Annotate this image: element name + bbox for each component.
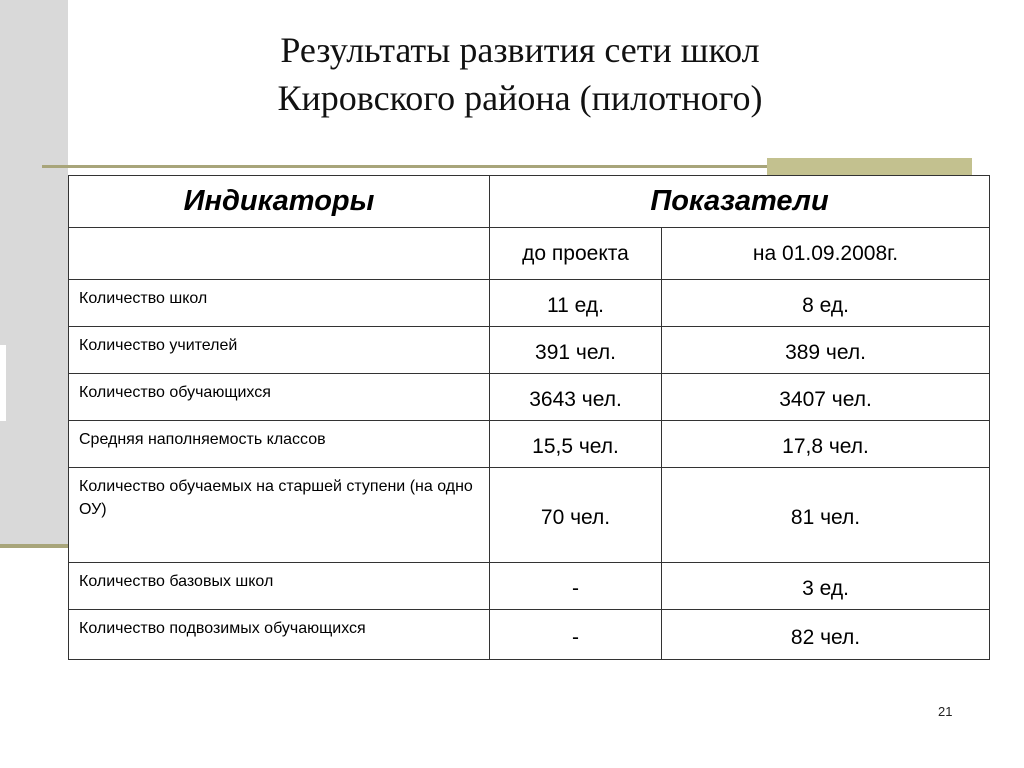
header-values: Показатели — [490, 176, 990, 228]
slide-title-line-1: Результаты развития сети школ — [280, 30, 760, 70]
page-number: 21 — [938, 704, 953, 719]
value-before: 3643 чел. — [490, 374, 662, 421]
results-table — [68, 175, 990, 660]
table-row — [69, 374, 990, 421]
value-before: 391 чел. — [490, 327, 662, 374]
subheader-before: до проекта — [490, 228, 662, 280]
value-after: 3407 чел. — [662, 374, 990, 421]
side-decor-notch — [0, 345, 6, 421]
subheader-after: на 01.09.2008г. — [662, 228, 990, 280]
indicator-label: Количество школ — [69, 280, 490, 327]
table-subheader-row — [69, 228, 990, 280]
indicator-label: Количество учителей — [69, 327, 490, 374]
value-before: 70 чел. — [490, 468, 662, 563]
table-row — [69, 421, 990, 468]
indicator-label: Количество обучаемых на старшей ступени (на одно ОУ) — [69, 468, 490, 563]
indicator-label: Количество базовых школ — [69, 563, 490, 610]
indicator-label: Количество подвозимых обучающихся — [69, 610, 490, 660]
table-row — [69, 610, 990, 660]
table-row — [69, 468, 990, 563]
value-after: 82 чел. — [662, 610, 990, 660]
value-after: 389 чел. — [662, 327, 990, 374]
value-after: 3 ед. — [662, 563, 990, 610]
value-after: 81 чел. — [662, 468, 990, 563]
side-decor-underline — [0, 544, 68, 548]
value-before: - — [490, 610, 662, 660]
subheader-empty-cell — [69, 228, 490, 280]
value-before: 15,5 чел. — [490, 421, 662, 468]
value-after: 17,8 чел. — [662, 421, 990, 468]
indicator-label: Количество обучающихся — [69, 374, 490, 421]
value-before: 11 ед. — [490, 280, 662, 327]
indicator-label: Средняя наполняемость классов — [69, 421, 490, 468]
table-row — [69, 280, 990, 327]
value-before: - — [490, 563, 662, 610]
slide-title-line-2: Кировского района (пилотного) — [277, 78, 763, 118]
value-after: 8 ед. — [662, 280, 990, 327]
slide-title — [120, 26, 920, 122]
side-decor-bar — [0, 0, 68, 545]
table-row — [69, 327, 990, 374]
table-row — [69, 563, 990, 610]
table-header-row — [69, 176, 990, 228]
header-indicators: Индикаторы — [69, 176, 490, 228]
